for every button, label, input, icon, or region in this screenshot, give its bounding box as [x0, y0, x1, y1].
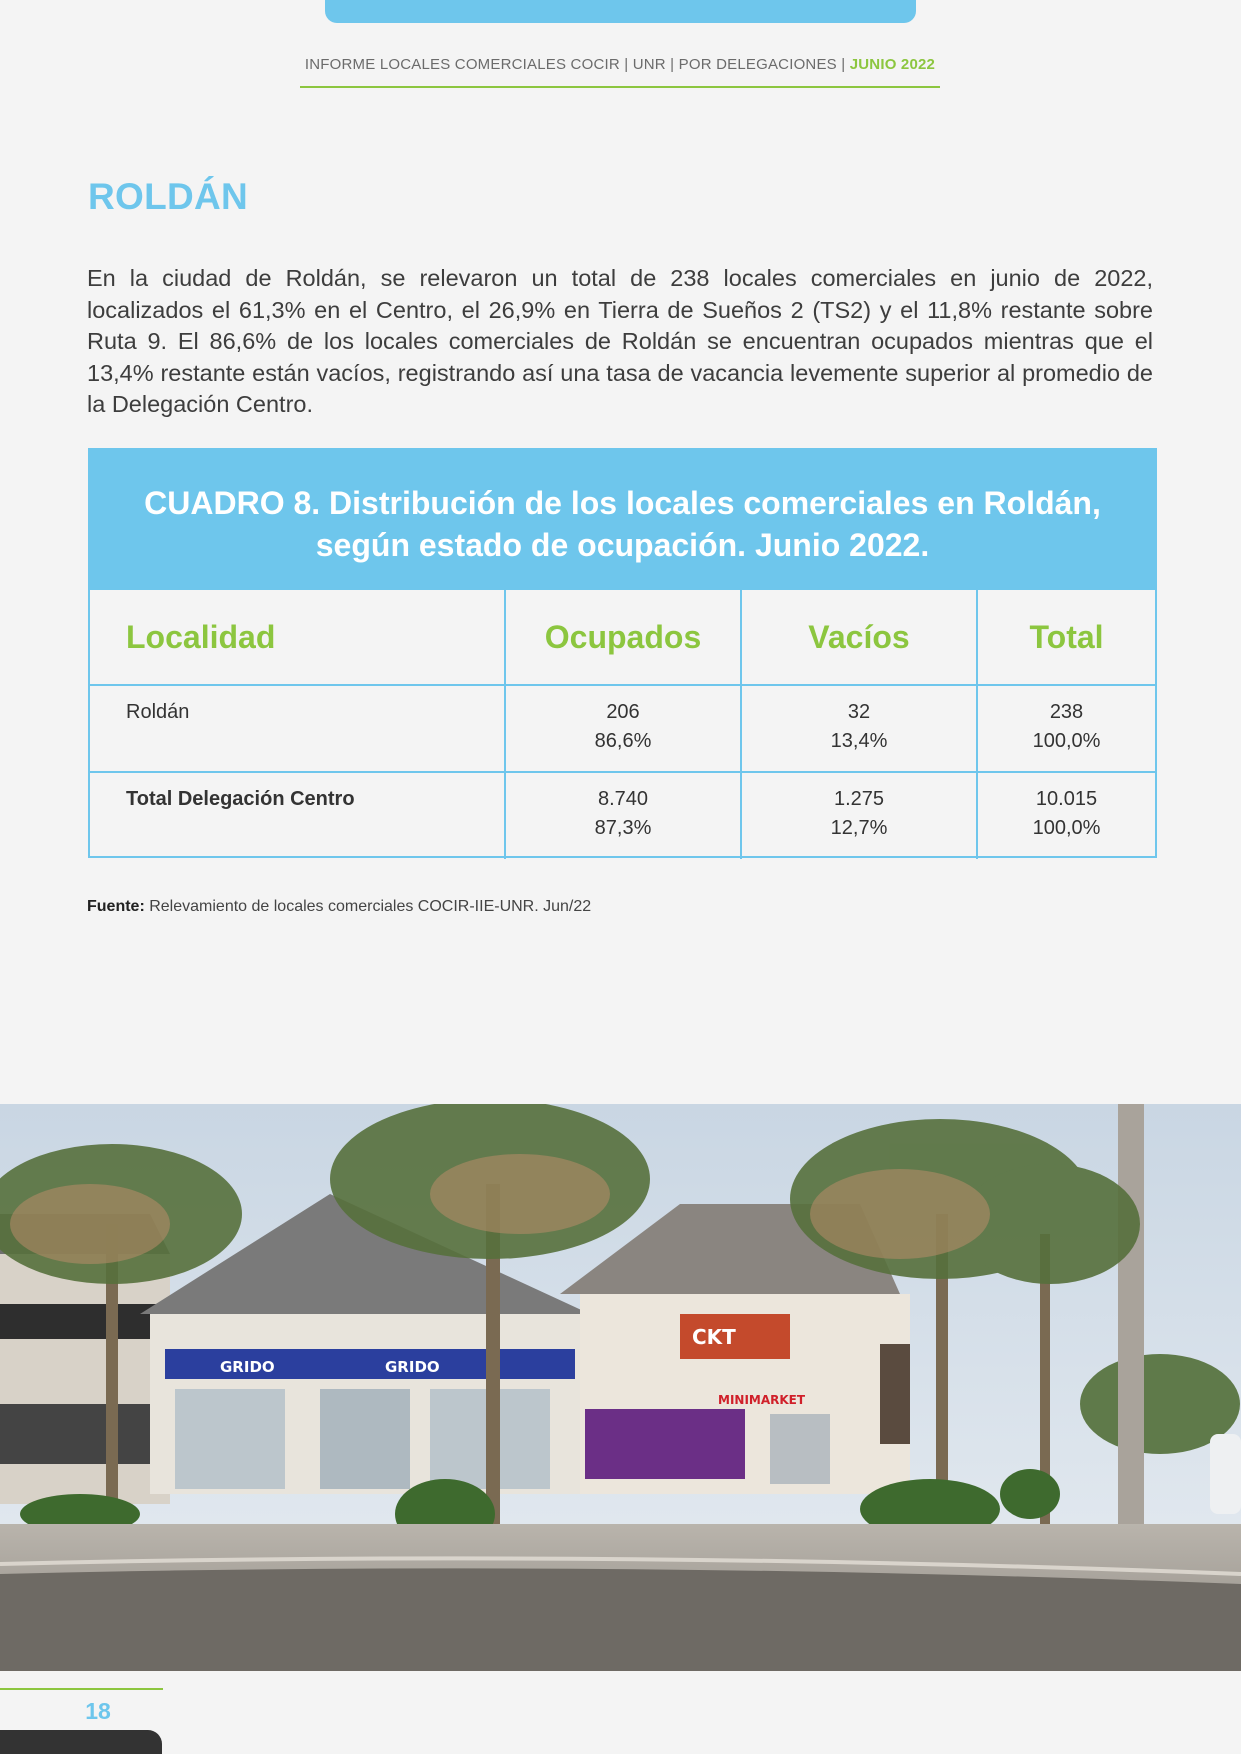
table-title-line-1: CUADRO 8. Distribución de los locales comerciales en Roldán, [144, 485, 1101, 521]
running-header-text: INFORME LOCALES COMERCIALES COCIR | UNR | POR DELEGACIONES | [304, 56, 850, 73]
cell-ocupados [505, 685, 741, 772]
cell-ocupados [505, 772, 741, 859]
value: 238 [1049, 701, 1084, 723]
percent: 86,6% [594, 730, 652, 752]
cell-total [977, 772, 1155, 859]
percent: 100,0% [1032, 817, 1101, 839]
table-title [90, 450, 1155, 588]
street-photo [0, 1104, 1241, 1671]
running-header [300, 56, 940, 73]
value: 10.015 [1035, 788, 1098, 810]
table-row [90, 772, 1155, 859]
value: 32 [847, 701, 871, 723]
col-header-total: Total [977, 589, 1155, 685]
top-decorative-bar [325, 0, 916, 23]
percent: 100,0% [1032, 730, 1101, 752]
source-note [87, 898, 591, 916]
table-row [90, 685, 1155, 772]
running-header-date: JUNIO 2022 [849, 56, 936, 73]
value: 8.740 [597, 788, 649, 810]
sign-ckt: CKT [692, 1325, 736, 1349]
value: 206 [606, 701, 640, 723]
header-rule [300, 86, 940, 88]
cell-localidad: Total Delegación Centro [90, 772, 505, 859]
footer-rule [0, 1688, 163, 1690]
percent: 13,4% [830, 730, 888, 752]
page-number: 18 [85, 1698, 111, 1724]
source-text: Relevamiento de locales comerciales COCIR-IIE-UNR. Jun/22 [144, 898, 592, 915]
street-photo-illustration [0, 1104, 1241, 1671]
cell-total [977, 685, 1155, 772]
cell-vacios [741, 685, 977, 772]
table-title-line-2: según estado de ocupación. Junio 2022. [315, 527, 930, 563]
percent: 12,7% [830, 817, 888, 839]
table-grid [90, 588, 1155, 859]
col-header-localidad: Localidad [90, 589, 505, 685]
intro-paragraph: En la ciudad de Roldán, se relevaron un total de 238 locales comerciales en junio de 2022, localizados el 61,3% en el Centro, el 26,9% en Tierra de Sueños 2 (TS2) y el 11,8% restante sobre Ruta 9. El 86,6% de los locales comerciales de Roldán se encuentran ocupados mientras que el 13,4% restante están vacíos, registrando así una tasa de vacancia levemente superior al promedio de la Delegación Centro. [87, 265, 1153, 417]
cell-localidad: Roldán [90, 685, 505, 772]
source-label: Fuente: [87, 898, 145, 915]
percent: 87,3% [594, 817, 652, 839]
data-table [88, 448, 1157, 858]
table-header-row [90, 589, 1155, 685]
section-title: ROLDÁN [88, 176, 249, 217]
sign-grido-1: GRIDO [220, 1358, 275, 1376]
sign-minimarket: MINIMARKET [718, 1393, 806, 1407]
footer-tab [0, 1730, 162, 1754]
col-header-vacios: Vacíos [741, 589, 977, 685]
cell-vacios [741, 772, 977, 859]
col-header-ocupados: Ocupados [505, 589, 741, 685]
sign-grido-2: GRIDO [385, 1358, 440, 1376]
value: 1.275 [833, 788, 885, 810]
